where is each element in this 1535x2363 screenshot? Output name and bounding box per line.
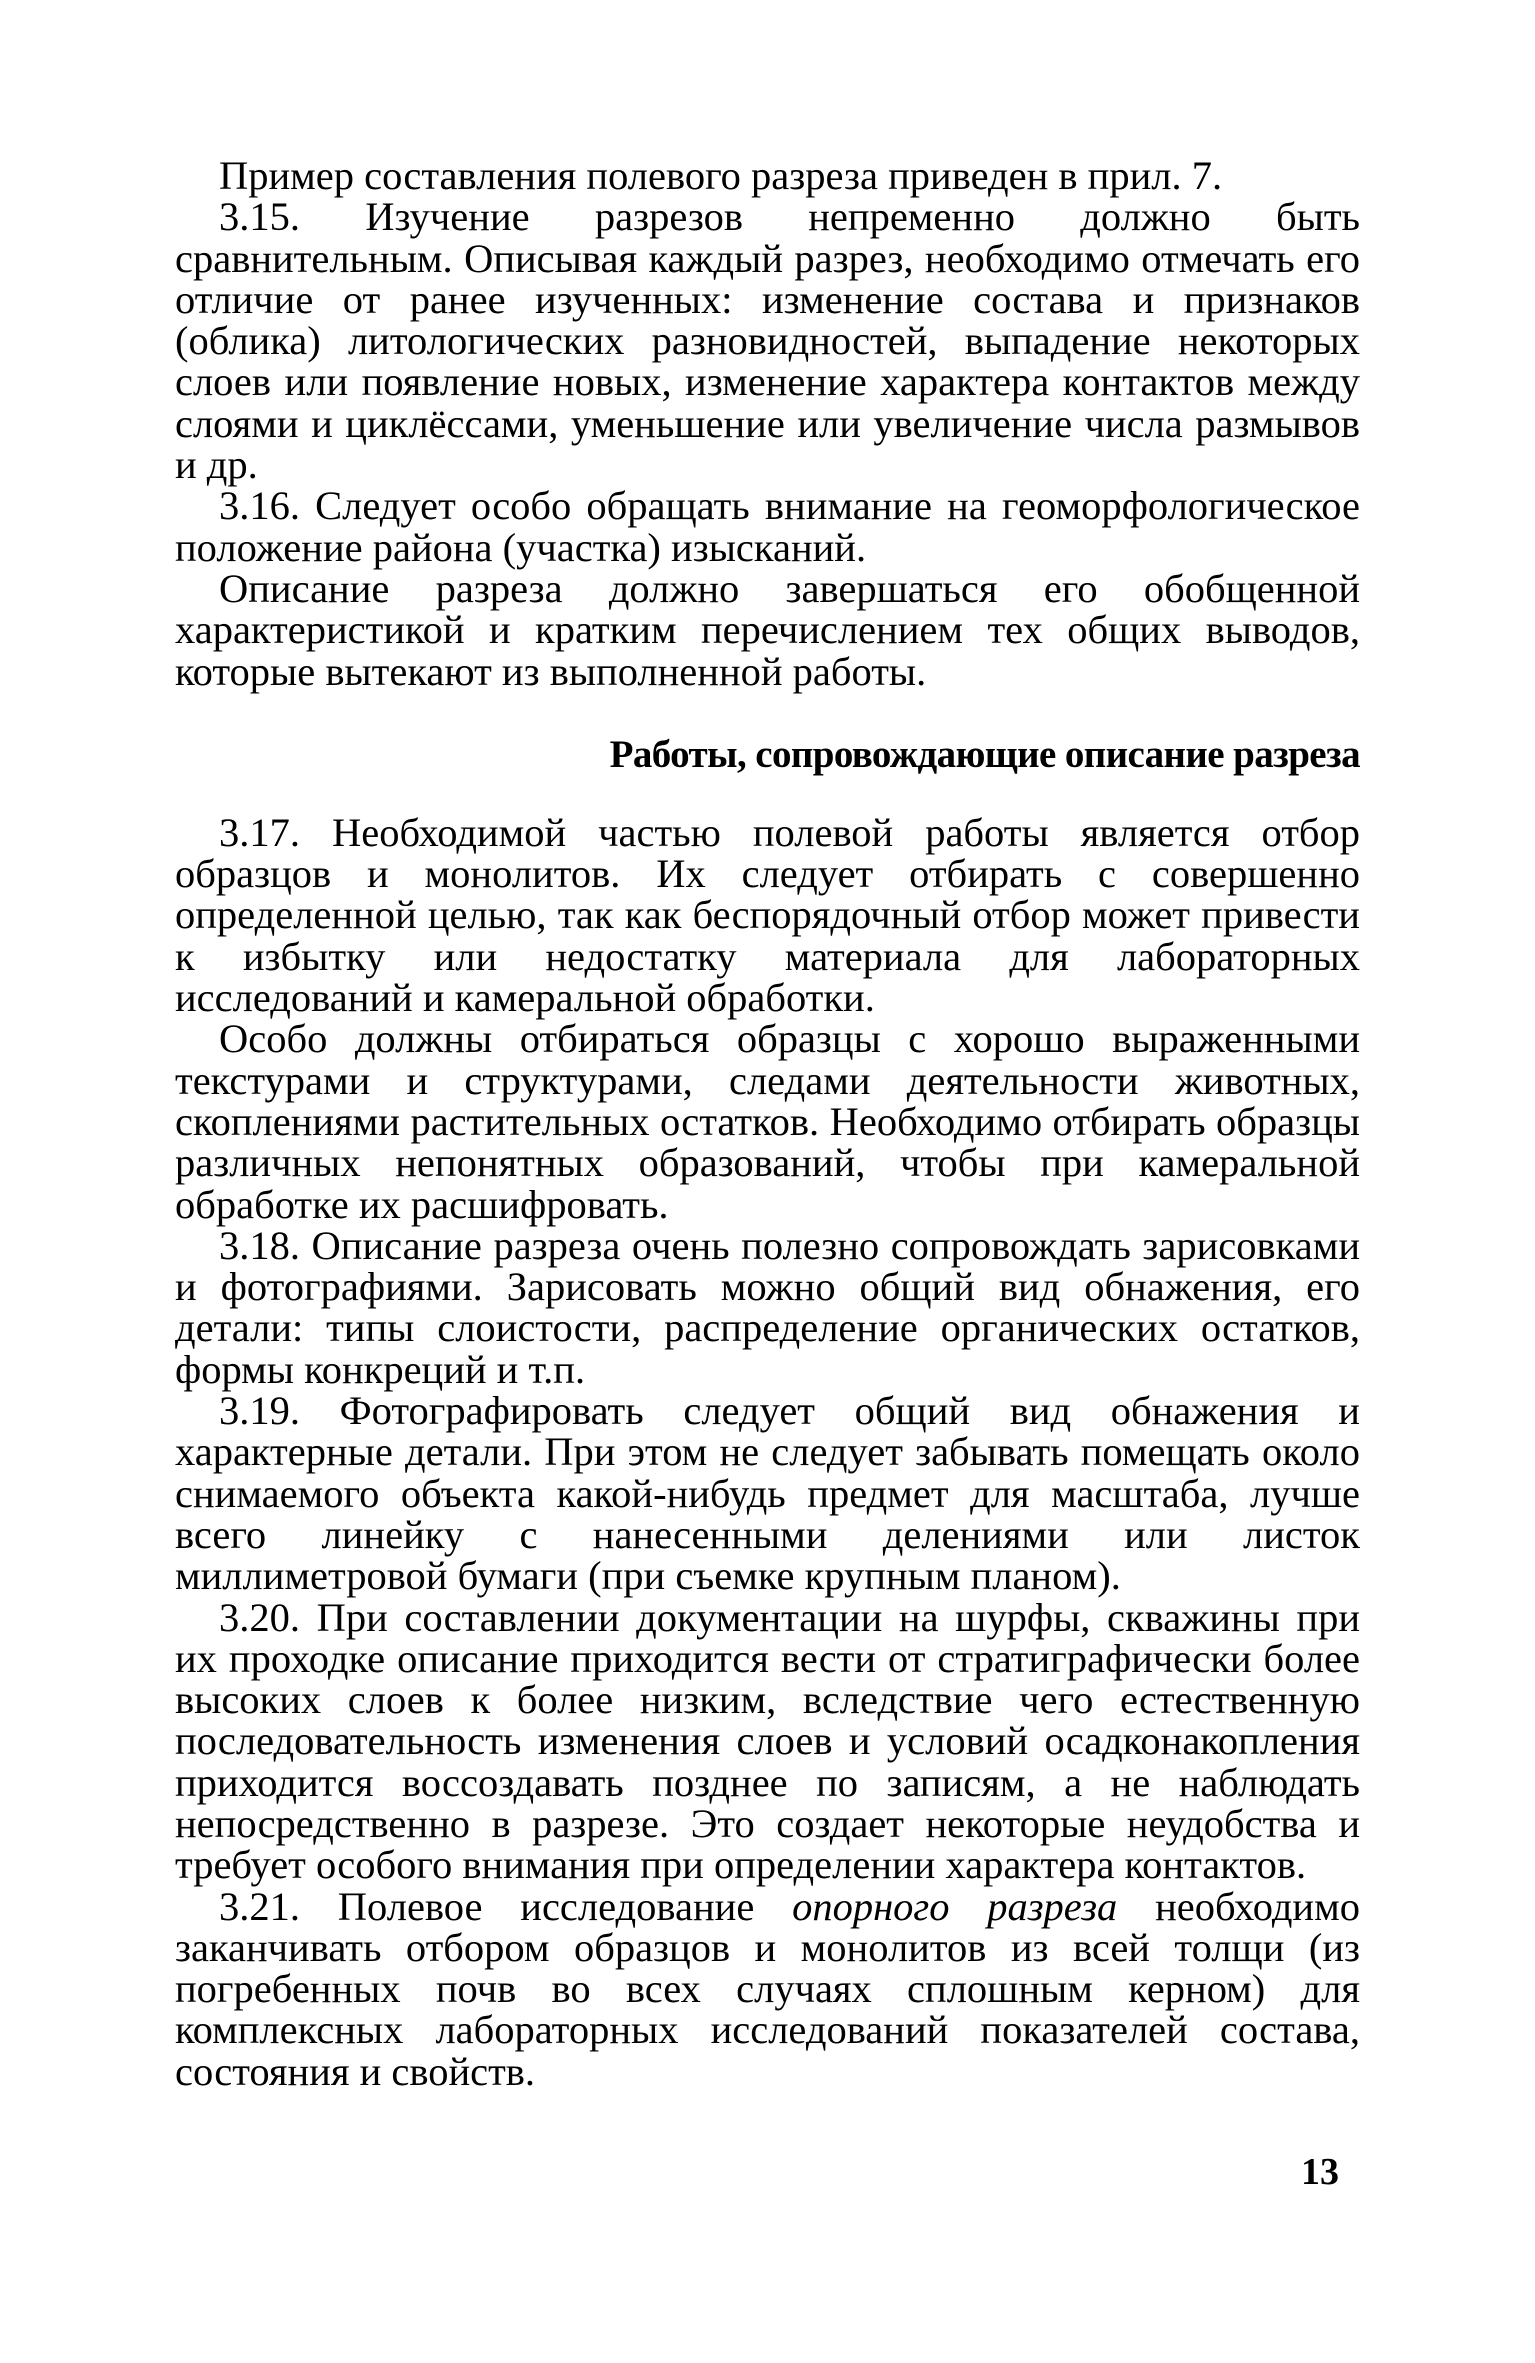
section-heading: Работы, сопровождающие описание разреза xyxy=(609,732,1360,776)
page-number: 13 xyxy=(1301,2151,1339,2193)
paragraph-3-21 xyxy=(175,1883,1360,2094)
paragraph-3-17: 3.17. Необходимой частью полевой работы является отбор образцов и монолитов. Их следует отбирать с совершенно определенной целью, так как беспорядочный отбор может привести к избытку или недостатку материала для лабораторных исследований и камеральной обработки. xyxy=(175,809,1360,1021)
paragraph-sampling-details: Особо должны отбираться образцы с хорошо выраженными текстурами и структурами, следами деятельности животных, скоплениями растительных остатков. Необходимо отбирать образцы различных непонятных образований, чтобы при камеральной обработке их расшифровать. xyxy=(175,1016,1360,1227)
paragraph-3-21-start: 3.21. Полевое исследование xyxy=(219,1883,793,1929)
page-body xyxy=(175,155,1360,2092)
paragraph-3-18: 3.18. Описание разреза очень полезно сопровождать зарисовками и фотографиями. Зарисовать можно общий вид обнажения, его детали: типы слоистости, распределение органических остатков, формы конкреций и т.п. xyxy=(175,1222,1360,1392)
paragraph-3-16: 3.16. Следует особо обращать внимание на геоморфологическое положение района (участка) изысканий. xyxy=(175,483,1360,570)
paragraph-3-15: 3.15. Изучение разрезов непременно должно быть сравнительным. Описывая каждый разрез, необходимо отмечать его отличие от ранее изученных: изменение состава и признаков (облика) литологических разновидностей, выпадение некоторых слоев или появление новых, изменение характера контактов между слоями и циклёссами, уменьшение или увеличение числа размывов и др. xyxy=(175,194,1360,488)
paragraph-appendix-reference: Пример составления полевого разреза приведен в прил. 7. xyxy=(219,153,1223,198)
paragraph-section-summary: Описание разреза должно завершаться его обобщенной характеристикой и кратким перечислением тех общих выводов, которые вытекают из выполненной работы. xyxy=(175,565,1360,694)
paragraph-3-19: 3.19. Фотографировать следует общий вид обнажения и характерные детали. При этом не следует забывать помещать около снимаемого объекта какой-нибудь предмет для масштаба, лучше всего линейку с нанесенными делениями или листок миллиметровой бумаги (при съемке крупным планом). xyxy=(175,1388,1360,1599)
paragraph-3-20: 3.20. При составлении документации на шурфы, скважины при их проходке описание приходится вести от стратиграфически более высоких слоев к более низким, вследствие чего естественную последовательность изменения слоев и условий осадконакопления приходится воссоздавать позднее по записям, а не наблюдать непосредственно в разрезе. Это создает некоторые неудобства и требует особого внимания при определении характера контактов. xyxy=(175,1594,1360,1888)
paragraph-3-21-end: необходимо заканчивать отбором образцов и монолитов из всей толщи (из погребенных почв во всех случаях сплошным керном) для комплексных лабораторных исследований показателей состава, состояния и свойств. xyxy=(175,1883,1360,2094)
reference-section-term: опорного разреза xyxy=(792,1883,1118,1929)
